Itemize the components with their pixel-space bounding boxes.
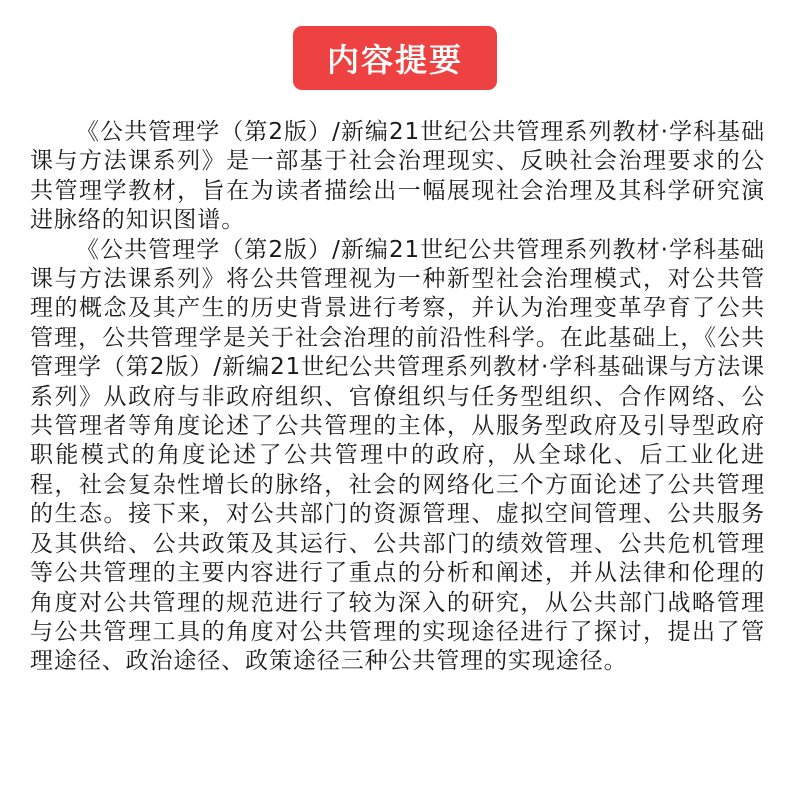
summary-content <box>30 118 765 677</box>
summary-paragraph-1: 《公共管理学（第2版）/新编21世纪公共管理系列教材·学科基础课与方法课系列》是一部基于社会治理现实、反映社会治理要求的公共管理学教材，旨在为读者描绘出一幅展现社会治理及其科学研究演进脉络的知识图谱。 <box>30 119 765 234</box>
header <box>0 26 790 90</box>
section-title-badge: 内容提要 <box>293 26 497 90</box>
summary-paragraph-2: 《公共管理学（第2版）/新编21世纪公共管理系列教材·学科基础课与方法课系列》将公共管理视为一种新型社会治理模式，对公共管理的概念及其产生的历史背景进行考察，并认为治理变革孕育了公共管理，公共管理学是关于社会治理的前沿性科学。在此基础上，《公共管理学（第2版）/新编21世纪公共管理系列教材·学科基础课与方法课系列》从政府与非政府组织、官僚组织与任务型组织、合作网络、公共管理者等角度论述了公共管理的主体，从服务型政府及引导型政府职能模式的角度论述了公共管理中的政府，从全球化、后工业化进程，社会复杂性增长的脉络，社会的网络化三个方面论述了公共管理的生态。接下来，对公共部门的资源管理、虚拟空间管理、公共服务及其供给、公共政策及其运行、公共部门的绩效管理、公共危机管理等公共管理的主要内容进行了重点的分析和阐述，并从法律和伦理的角度对公共管理的规范进行了较为深入的研究，从公共部门战略管理与公共管理工具的角度对公共管理的实现途径进行了探讨，提出了管理途径、政治途径、政策途径三种公共管理的实现途径。 <box>30 236 765 675</box>
